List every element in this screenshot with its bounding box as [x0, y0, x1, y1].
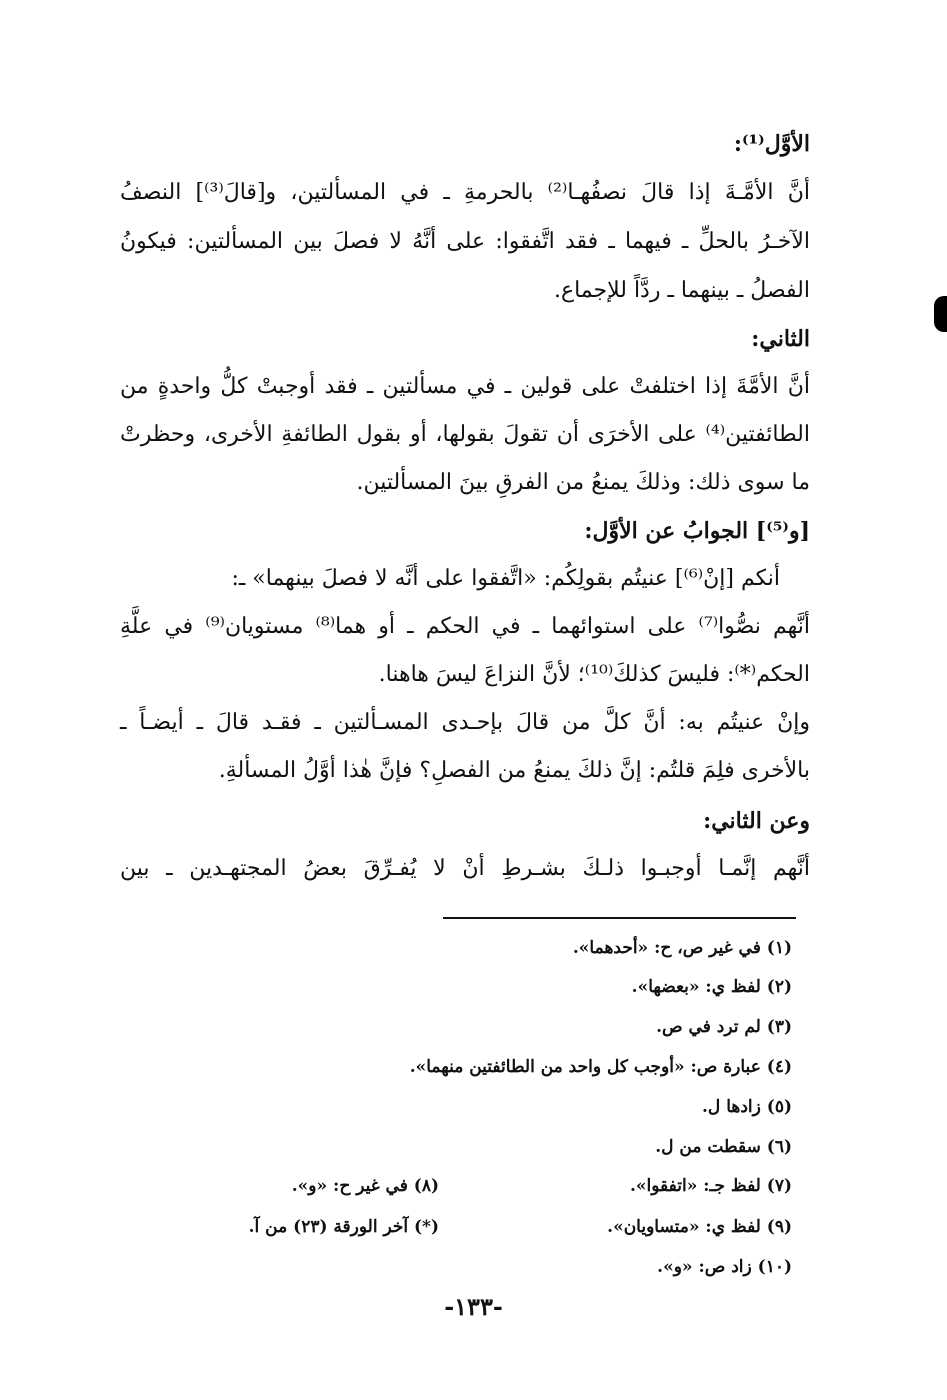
footnote-10: (١٠) زاد ص: «و».	[657, 1257, 792, 1277]
heading-second: الثاني:	[751, 326, 810, 352]
body-line: بالأخرى فلِمَ قلتُم: إنَّ ذلكَ يمنعُ من الفصلِ؟ فإنَّ هٰذا أوَّلُ المسألةِ.	[218, 758, 810, 783]
footnote-4: (٤) عبارة ص: «أوجب كل واحد من الطائفتين منهما».	[409, 1057, 792, 1077]
footnote-3: (٣) لم ترد في ص.	[656, 1017, 792, 1037]
body-line: الفصلُ ـ بينهما ـ ردَّاً للإجماع.	[553, 278, 810, 303]
footnote-1: (١) في غير ص، ح: «أحدهما».	[572, 938, 792, 958]
heading-answer-first: [و⁽⁵⁾] الجوابُ عن الأوَّل:	[584, 518, 810, 544]
footnote-5: (٥) زادها ل.	[702, 1097, 792, 1117]
footnote-separator	[443, 917, 796, 919]
margin-mark	[934, 296, 947, 332]
footnote-2: (٢) لفظ ي: «بعضها».	[631, 977, 792, 997]
body-line: أنَّهم إنَّمـا أوجبـوا ذلـكَ بشـرطِ أنْ لا يُفـرِّقَ بعضُ المجتهـدين ـ بين	[120, 856, 810, 881]
heading-first: الأوَّل⁽¹⁾:	[733, 131, 810, 157]
body-line: أنكم [إنْ⁽⁶⁾] عنيتُم بقولِكُم: «اتَّفقوا على أنَّه لا فصلَ بينهما» ـ:	[231, 566, 780, 591]
body-line: الآخـرُ بالحلِّ ـ فيهما ـ فقد اتَّفقوا: على أنَّهُ لا فصلَ بين المسألتين: فيكونُ	[120, 229, 810, 254]
footnote-6: (٦) سقطت من ل.	[655, 1137, 792, 1157]
body-line: الطائفتين⁽⁴⁾ على الأخرَى أن تقولَ بقولها، أو بقول الطائفةِ الأخرى، وحظرتْ	[120, 422, 810, 447]
body-line: أنَّ الأمَّـةَ إذا قالَ نصفُهـا⁽²⁾ بالحرمةِ ـ في المسألتين، و[قالَ⁽³⁾] النصفُ	[120, 180, 810, 205]
body-line: ما سوى ذلك: وذلكَ يمنعُ من الفرقِ بينَ المسألتين.	[356, 470, 810, 495]
body-line: وإنْ عنيتُم به: أنَّ كلَّ من قالَ بإحـدى المسـألتين ـ فقـد قالَ ـ أيضـاً ـ	[120, 710, 810, 735]
heading-answer-second: وعن الثاني:	[703, 808, 810, 834]
footnote-star: (*) آخر الورقة (٢٣) من آ.	[248, 1217, 439, 1237]
footnote-8: (٨) في غير ح: «و».	[291, 1176, 439, 1196]
body-line: الحكم⁽*⁾: فليسَ كذلكَ⁽¹⁰⁾؛ لأنَّ النزاعَ ليسَ هاهنا.	[378, 662, 810, 687]
footnote-7: (٧) لفظ جـ: «اتفقوا».	[630, 1176, 792, 1196]
body-line: أنَّ الأمَّةَ إذا اختلفتْ على قولين ـ في مسألتين ـ فقد أوجبتْ كلُّ واحدةٍ من	[120, 374, 810, 399]
body-line: أنَّهم نصُّوا⁽⁷⁾ على استوائهما ـ في الحكم ـ أو هما⁽⁸⁾ مستويان⁽⁹⁾ في علَّةِ	[120, 614, 811, 639]
page-number: -١٣٣-	[444, 1292, 503, 1321]
footnote-9: (٩) لفظ ي: «متساويان».	[607, 1217, 792, 1237]
